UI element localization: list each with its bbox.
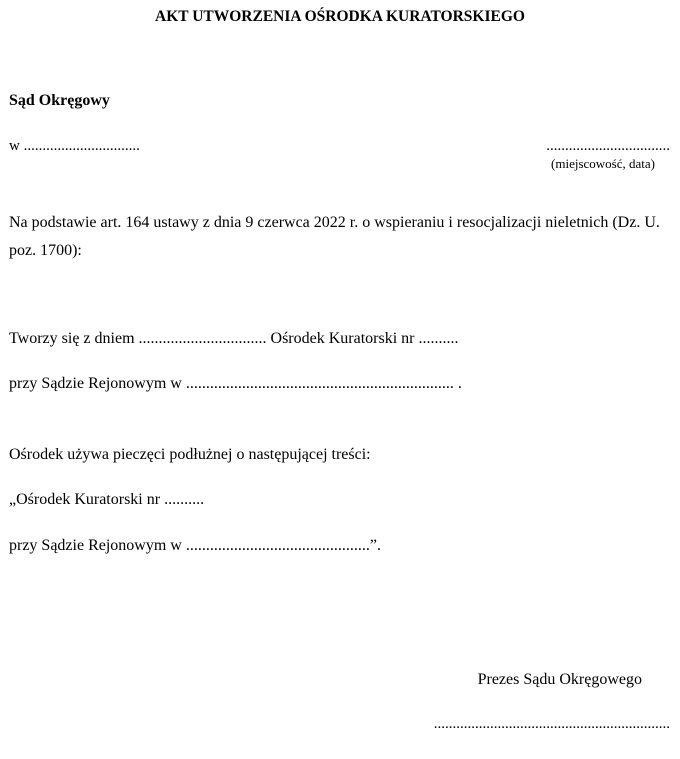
signature-title: Prezes Sądu Okręgowego	[477, 671, 642, 688]
signature-field: ...............................................................	[433, 716, 670, 732]
place-date-caption: (miejscowość, data)	[551, 156, 655, 171]
stamp-line-2: przy Sądzie Rejonowym w ..............................................”.	[9, 537, 381, 554]
court-location-line: w ...............................	[9, 138, 140, 154]
legal-basis-paragraph: Na podstawie art. 164 ustawy z dnia 9 czerwca 2022 r. o wspieraniu i resocjalizacji nieletnich (Dz. U. poz. 1700):	[9, 214, 660, 259]
creation-line: Tworzy się z dniem ................................ Ośrodek Kuratorski nr ..........	[9, 330, 459, 347]
stamp-line-1: „Ośrodek Kuratorski nr ..........	[9, 491, 205, 508]
stamp-intro: Ośrodek używa pieczęci podłużnej o następującej treści:	[9, 446, 371, 463]
court-heading: Sąd Okręgowy	[9, 92, 110, 109]
district-court-line: przy Sądzie Rejonowym w ................................................................... .	[9, 375, 462, 392]
document-title: AKT UTWORZENIA OŚRODKA KURATORSKIEGO	[155, 8, 525, 25]
place-date-field: .................................	[546, 138, 670, 154]
